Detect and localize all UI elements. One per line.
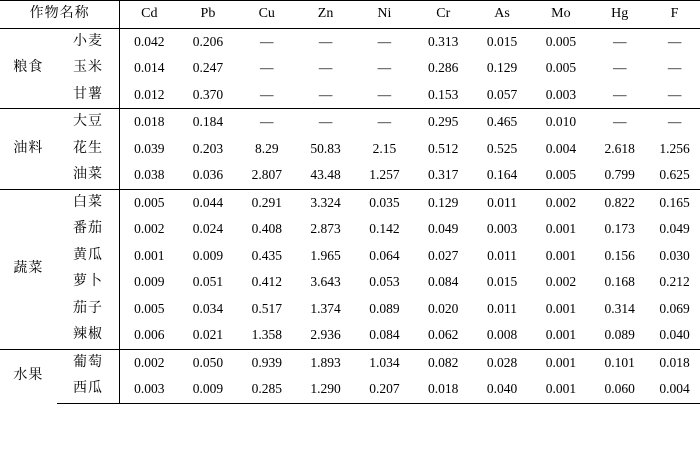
header-column-ni: Ni bbox=[355, 1, 414, 29]
value-cell-as: 0.525 bbox=[486, 140, 518, 156]
value-cell-ni: 0.084 bbox=[369, 327, 400, 342]
crop-name-cell: 葡萄 bbox=[57, 349, 120, 376]
table-row bbox=[0, 109, 700, 136]
value-cell-hg: 0.156 bbox=[604, 247, 635, 263]
value-cell-zn: 1.893 bbox=[296, 349, 355, 376]
table-row bbox=[0, 82, 700, 109]
value-cell-cu: 0.408 bbox=[251, 221, 282, 236]
value-cell-ni: 0.064 bbox=[369, 247, 400, 263]
value-cell-ni: 1.257 bbox=[369, 167, 400, 182]
value-cell-cd: 0.009 bbox=[134, 274, 165, 289]
value-cell-hg: — bbox=[612, 86, 627, 102]
value-cell-cd: 0.006 bbox=[134, 327, 165, 342]
value-cell-cu: 0.412 bbox=[251, 274, 282, 289]
value-cell-ni: 0.053 bbox=[369, 274, 400, 289]
value-cell-f: — bbox=[649, 109, 700, 136]
value-cell-mo: 0.001 bbox=[531, 349, 590, 376]
value-cell-cr: 0.512 bbox=[428, 140, 459, 156]
value-cell-as: 0.164 bbox=[486, 167, 518, 182]
value-cell-pb: 0.034 bbox=[192, 300, 224, 316]
value-cell-cd: 0.042 bbox=[120, 28, 179, 55]
table-row bbox=[0, 216, 700, 243]
value-cell-cu: 8.29 bbox=[254, 140, 279, 156]
value-cell-hg: — bbox=[612, 60, 627, 75]
value-cell-zn: 43.48 bbox=[310, 167, 341, 182]
value-cell-hg: 0.060 bbox=[590, 376, 649, 403]
value-cell-as: 0.011 bbox=[487, 247, 517, 263]
value-cell-zn: 1.290 bbox=[296, 376, 355, 403]
value-cell-cd: 0.039 bbox=[134, 140, 165, 156]
value-cell-f: — bbox=[667, 86, 682, 102]
crop-name-cell: 茄子 bbox=[57, 296, 120, 323]
value-cell-cu: 0.285 bbox=[237, 376, 296, 403]
value-cell-mo: 0.010 bbox=[531, 109, 590, 136]
value-cell-f: — bbox=[649, 28, 700, 55]
header-column-f: F bbox=[649, 1, 700, 29]
category-cell: 蔬菜 bbox=[0, 189, 57, 349]
value-cell-zn: — bbox=[296, 109, 355, 136]
value-cell-f: 1.256 bbox=[659, 140, 690, 156]
value-cell-zn: 1.374 bbox=[310, 300, 341, 316]
value-cell-as: 0.015 bbox=[486, 274, 518, 289]
value-cell-cd: 0.012 bbox=[134, 86, 165, 102]
category-cell: 油料 bbox=[0, 109, 57, 190]
table-row bbox=[0, 189, 700, 216]
value-cell-cu: — bbox=[260, 86, 274, 102]
value-cell-cd: 0.002 bbox=[134, 221, 165, 236]
value-cell-mo: 0.001 bbox=[545, 247, 577, 263]
value-cell-cd: 0.005 bbox=[120, 189, 179, 216]
value-cell-hg: 0.314 bbox=[604, 300, 635, 316]
crop-name-cell: 大豆 bbox=[57, 109, 120, 136]
value-cell-pb: 0.050 bbox=[179, 349, 238, 376]
value-cell-ni: 1.034 bbox=[355, 349, 414, 376]
value-cell-pb: 0.203 bbox=[192, 140, 224, 156]
value-cell-mo: 0.001 bbox=[545, 221, 577, 236]
value-cell-f: 0.069 bbox=[659, 300, 690, 316]
value-cell-cd: 0.002 bbox=[120, 349, 179, 376]
value-cell-cr: 0.020 bbox=[428, 300, 459, 316]
value-cell-zn: — bbox=[296, 28, 355, 55]
value-cell-zn: 2.936 bbox=[310, 327, 341, 342]
value-cell-pb: 0.247 bbox=[192, 60, 224, 75]
table-body bbox=[0, 1, 700, 404]
value-cell-cr: 0.084 bbox=[428, 274, 459, 289]
value-cell-mo: 0.002 bbox=[531, 189, 590, 216]
table-row bbox=[0, 162, 700, 189]
value-cell-cr: 0.153 bbox=[428, 86, 459, 102]
value-cell-as: 0.057 bbox=[486, 86, 518, 102]
value-cell-hg: 0.822 bbox=[590, 189, 649, 216]
value-cell-as: 0.040 bbox=[473, 376, 532, 403]
value-cell-mo: 0.002 bbox=[545, 274, 577, 289]
value-cell-as: 0.011 bbox=[487, 300, 517, 316]
value-cell-hg: 0.173 bbox=[604, 221, 635, 236]
header-column-zn: Zn bbox=[296, 1, 355, 29]
value-cell-hg: 0.168 bbox=[604, 274, 635, 289]
value-cell-zn: 3.324 bbox=[296, 189, 355, 216]
value-cell-mo: 0.001 bbox=[545, 327, 577, 342]
value-cell-ni: — bbox=[355, 109, 414, 136]
value-cell-zn: 50.83 bbox=[310, 140, 341, 156]
value-cell-as: 0.015 bbox=[473, 28, 532, 55]
value-cell-cu: — bbox=[260, 60, 274, 75]
table-row bbox=[0, 376, 700, 403]
value-cell-zn: 3.643 bbox=[310, 274, 341, 289]
value-cell-as: 0.011 bbox=[473, 189, 532, 216]
crop-name-cell: 白菜 bbox=[57, 189, 120, 216]
value-cell-cd: 0.005 bbox=[134, 300, 165, 316]
value-cell-zn: — bbox=[318, 86, 333, 102]
header-column-cu: Cu bbox=[237, 1, 296, 29]
value-cell-cr: 0.317 bbox=[428, 167, 459, 182]
value-cell-f: — bbox=[667, 60, 682, 75]
value-cell-mo: 0.003 bbox=[545, 86, 577, 102]
table-row bbox=[0, 136, 700, 163]
crop-name-cell: 西瓜 bbox=[57, 376, 120, 403]
crop-name-cell: 油菜 bbox=[57, 162, 120, 189]
value-cell-ni: — bbox=[377, 60, 392, 75]
value-cell-cr: 0.027 bbox=[428, 247, 459, 263]
value-cell-hg: 2.618 bbox=[604, 140, 635, 156]
value-cell-zn: 2.873 bbox=[310, 221, 341, 236]
value-cell-pb: 0.009 bbox=[192, 247, 224, 263]
value-cell-cu: 0.939 bbox=[237, 349, 296, 376]
value-cell-cu: 0.435 bbox=[251, 247, 282, 263]
crop-name-cell: 萝卜 bbox=[57, 269, 120, 296]
category-cell: 粮食 bbox=[0, 28, 57, 109]
crop-name-cell: 番茄 bbox=[57, 216, 120, 243]
value-cell-as: 0.008 bbox=[486, 327, 518, 342]
value-cell-pb: 0.036 bbox=[192, 167, 224, 182]
value-cell-cu: — bbox=[237, 109, 296, 136]
value-cell-ni: 0.035 bbox=[355, 189, 414, 216]
value-cell-pb: 0.206 bbox=[179, 28, 238, 55]
crop-name-cell: 黄瓜 bbox=[57, 243, 120, 270]
value-cell-mo: 0.005 bbox=[531, 28, 590, 55]
table-row bbox=[0, 243, 700, 270]
value-cell-mo: 0.004 bbox=[545, 140, 577, 156]
value-cell-zn: 1.965 bbox=[310, 247, 341, 263]
value-cell-cu: 0.291 bbox=[237, 189, 296, 216]
value-cell-ni: — bbox=[377, 86, 392, 102]
value-cell-f: 0.030 bbox=[659, 247, 690, 263]
value-cell-cu: 0.517 bbox=[251, 300, 282, 316]
value-cell-cr: 0.286 bbox=[428, 60, 459, 75]
value-cell-hg: — bbox=[590, 28, 649, 55]
value-cell-cd: 0.003 bbox=[120, 376, 179, 403]
value-cell-f: 0.018 bbox=[649, 349, 700, 376]
value-cell-pb: 0.051 bbox=[192, 274, 224, 289]
value-cell-ni: — bbox=[355, 28, 414, 55]
value-cell-pb: 0.184 bbox=[179, 109, 238, 136]
value-cell-ni: 0.089 bbox=[369, 300, 400, 316]
value-cell-hg: 0.799 bbox=[604, 167, 635, 182]
value-cell-as: 0.465 bbox=[473, 109, 532, 136]
value-cell-hg: — bbox=[590, 109, 649, 136]
value-cell-cr: 0.018 bbox=[414, 376, 473, 403]
value-cell-cr: 0.082 bbox=[414, 349, 473, 376]
value-cell-f: 0.212 bbox=[659, 274, 690, 289]
value-cell-f: 0.004 bbox=[649, 376, 700, 403]
value-cell-pb: 0.021 bbox=[192, 327, 224, 342]
value-cell-ni: 2.15 bbox=[372, 140, 397, 156]
value-cell-cu: — bbox=[237, 28, 296, 55]
value-cell-cu: 1.358 bbox=[251, 327, 282, 342]
value-cell-cd: 0.001 bbox=[134, 247, 165, 263]
value-cell-pb: 0.370 bbox=[192, 86, 224, 102]
header-column-cd: Cd bbox=[120, 1, 179, 29]
value-cell-pb: 0.009 bbox=[179, 376, 238, 403]
table-row bbox=[0, 296, 700, 323]
value-cell-cr: 0.129 bbox=[414, 189, 473, 216]
header-column-pb: Pb bbox=[179, 1, 238, 29]
value-cell-f: 0.040 bbox=[659, 327, 690, 342]
value-cell-pb: 0.024 bbox=[192, 221, 224, 236]
value-cell-mo: 0.005 bbox=[545, 60, 577, 75]
value-cell-cr: 0.295 bbox=[414, 109, 473, 136]
crop-name-cell: 花生 bbox=[57, 136, 120, 163]
value-cell-cr: 0.062 bbox=[428, 327, 459, 342]
table-row bbox=[0, 55, 700, 82]
value-cell-f: 0.625 bbox=[659, 167, 690, 182]
value-cell-pb: 0.044 bbox=[179, 189, 238, 216]
category-cell: 水果 bbox=[0, 349, 57, 403]
value-cell-cr: 0.313 bbox=[414, 28, 473, 55]
header-column-mo: Mo bbox=[531, 1, 590, 29]
value-cell-mo: 0.001 bbox=[545, 300, 577, 316]
value-cell-mo: 0.005 bbox=[545, 167, 577, 182]
value-cell-as: 0.129 bbox=[486, 60, 518, 75]
value-cell-cd: 0.038 bbox=[134, 167, 165, 182]
value-cell-cr: 0.049 bbox=[428, 221, 459, 236]
value-cell-mo: 0.001 bbox=[531, 376, 590, 403]
crop-name-cell: 甘薯 bbox=[57, 82, 120, 109]
header-crop-name: 作物名称 bbox=[0, 1, 120, 29]
header-column-hg: Hg bbox=[590, 1, 649, 29]
value-cell-as: 0.028 bbox=[473, 349, 532, 376]
value-cell-f: 0.049 bbox=[659, 221, 690, 236]
header-column-cr: Cr bbox=[414, 1, 473, 29]
table-row bbox=[0, 269, 700, 296]
table-row bbox=[0, 28, 700, 55]
crop-name-cell: 小麦 bbox=[57, 28, 120, 55]
value-cell-hg: 0.101 bbox=[590, 349, 649, 376]
table-row bbox=[0, 322, 700, 349]
table-header-row bbox=[0, 1, 700, 29]
value-cell-ni: 0.207 bbox=[355, 376, 414, 403]
value-cell-zn: — bbox=[318, 60, 333, 75]
header-column-as: As bbox=[473, 1, 532, 29]
value-cell-cd: 0.018 bbox=[120, 109, 179, 136]
value-cell-cd: 0.014 bbox=[134, 60, 165, 75]
value-cell-as: 0.003 bbox=[486, 221, 518, 236]
value-cell-hg: 0.089 bbox=[604, 327, 635, 342]
value-cell-f: 0.165 bbox=[649, 189, 700, 216]
crop-name-cell: 玉米 bbox=[57, 55, 120, 82]
value-cell-ni: 0.142 bbox=[369, 221, 400, 236]
value-cell-cu: 2.807 bbox=[251, 167, 282, 182]
crop-name-cell: 辣椒 bbox=[57, 322, 120, 349]
table-row bbox=[0, 349, 700, 376]
